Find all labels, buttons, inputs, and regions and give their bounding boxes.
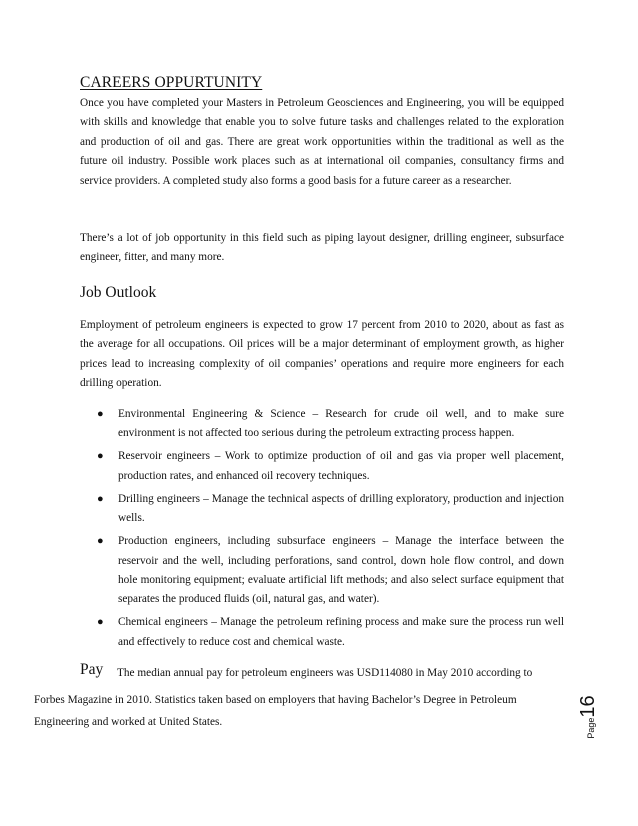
list-item-text: Drilling engineers – Manage the technical aspects of drilling exploratory, production and injection wells. [118,492,564,525]
bullet-dot-icon: ● [97,535,104,548]
list-item-text: Chemical engineers – Manage the petroleum refining process and make sure the process run well and effectively to reduce cost and chemical waste. [118,616,564,648]
pay-heading: Pay [80,661,104,678]
job-outlook-heading: Job Outlook [80,284,157,301]
bullet-dot-icon: ● [97,408,104,420]
page-number-label: Page [586,717,596,739]
page-number-value: 16 [577,695,599,718]
section-title: CAREERS OPPURTUNITY [80,74,263,91]
list-item-text: Production engineers, including subsurface engineers – Manage the interface between the reservoir and the well, including perforations, sand control, down hole flow control, and down hole monitoring equipment; evaluate artificial lift methods; and also select surface equipment that separates the produced fluids (oil, natural gas, and water). [118,535,564,606]
list-item [80,405,564,444]
bullet-dot-icon: ● [97,492,104,505]
list-item [80,532,564,610]
list-item-text: Environmental Engineering & Science – Research for crude oil well, and to make sure environment is not affected too serious during the petroleum extracting process happen. [118,408,564,440]
pay-first-line: The median annual pay for petroleum engineers was USD114080 in May 2010 according to [117,667,533,679]
page-number [577,687,607,747]
list-item [80,613,564,652]
intro-paragraph: Once you have completed your Masters in Petroleum Geosciences and Engineering, you will be equipped with skills and knowledge that enable you to solve future tasks and challenges related to the exploration and production of oil and gas. There are great work opportunities within the traditional as well as the future oil industry. Possible work places such as at international oil companies, consultancy firms and service providers. A completed study also forms a good basis for a future career as a researcher. [80,97,564,187]
job-opportunity-paragraph: There’s a lot of job opportunity in this field such as piping layout designer, drilling engineer, subsurface engineer, fitter, and many more. [80,232,564,264]
job-outlook-paragraph: Employment of petroleum engineers is expected to grow 17 percent from 2010 to 2020, about as fast as the average for all occupations. Oil prices will be a major determinant of employment growth, as higher prices lead to increasing complexity of oil companies’ operations and require more engineers for each drilling operation. [80,319,564,390]
bullet-dot-icon: ● [97,616,104,629]
list-item [80,490,564,529]
list-item-text: Reservoir engineers – Work to optimize production of oil and gas via proper well placement, production rates, and enhanced oil recovery techniques. [118,450,564,482]
list-item [80,447,564,486]
bullet-dot-icon: ● [97,450,104,463]
engineer-roles-list [80,405,564,656]
pay-paragraph: Forbes Magazine in 2010. Statistics taken based on employers that having Bachelor’s Degree in Petroleum Engineering and worked at United States. [34,694,517,728]
